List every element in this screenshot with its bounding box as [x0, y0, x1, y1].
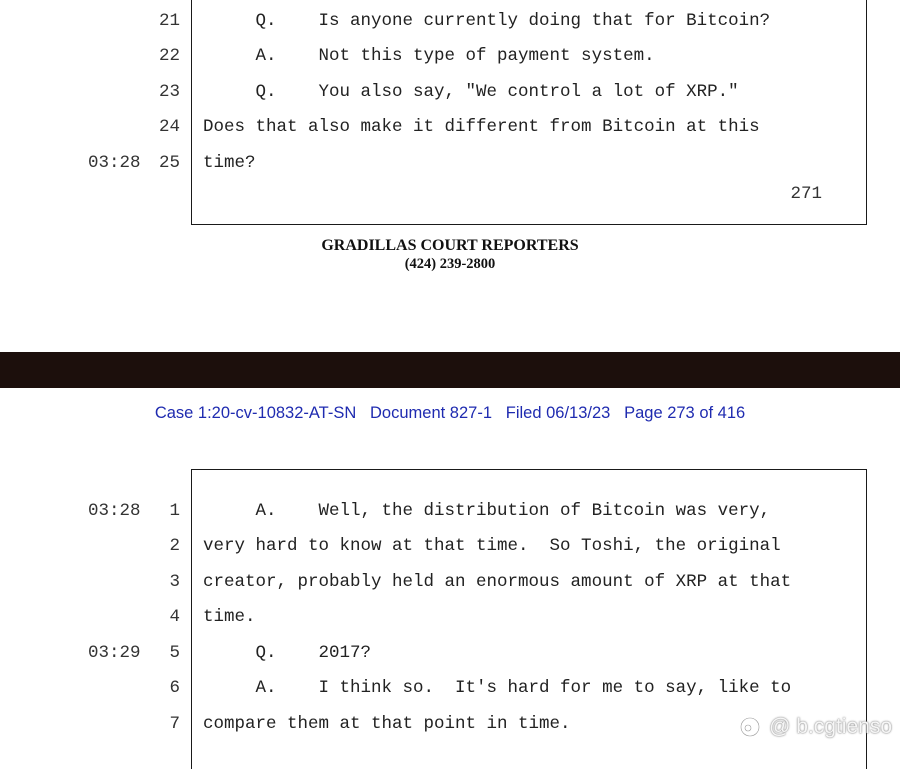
reporter-name: GRADILLAS COURT REPORTERS — [321, 237, 579, 254]
transcript-line — [0, 536, 900, 571]
line-number: 3 — [169, 572, 180, 592]
line-number: 6 — [169, 678, 180, 698]
reporter-phone: (424) 239-2800 — [404, 256, 496, 272]
line-text: time? — [203, 153, 256, 173]
line-number: 25 — [158, 153, 180, 173]
line-number: 5 — [169, 643, 180, 663]
line-number: 23 — [158, 82, 180, 102]
line-text: Does that also make it different from Bitcoin at this — [203, 117, 760, 137]
transcript-line — [0, 46, 900, 81]
line-text: Q. Is anyone currently doing that for Bitcoin? — [203, 11, 771, 31]
line-text: very hard to know at that time. So Toshi, the original — [203, 536, 781, 556]
transcript-line — [0, 572, 900, 607]
timestamp: 03:29 — [88, 643, 141, 663]
watermark-text: @ b.cgtienso — [769, 715, 892, 738]
transcript-line — [0, 153, 900, 188]
line-text: creator, probably held an enormous amount of XRP at that — [203, 572, 792, 592]
line-number: 1 — [169, 501, 180, 521]
watermark — [737, 714, 892, 740]
line-text: A. Well, the distribution of Bitcoin was very, — [203, 501, 771, 521]
transcript-line — [0, 117, 900, 152]
line-text: time. — [203, 607, 256, 627]
timestamp: 03:28 — [88, 501, 141, 521]
court-reporter-footer — [0, 236, 900, 273]
line-text: compare them at that point in time. — [203, 714, 571, 734]
transcript-line — [0, 501, 900, 536]
case-header: Case 1:20-cv-10832-AT-SN Document 827-1 Filed 06/13/23 Page 273 of 416 — [154, 404, 746, 422]
line-text: A. I think so. It's hard for me to say, like to — [203, 678, 792, 698]
weibo-logo-icon — [737, 714, 763, 740]
line-number: 4 — [169, 607, 180, 627]
line-number: 21 — [158, 11, 180, 31]
line-number: 7 — [169, 714, 180, 734]
line-number: 2 — [169, 536, 180, 556]
line-text: Q. You also say, "We control a lot of XRP." — [203, 82, 739, 102]
line-text: Q. 2017? — [203, 643, 372, 663]
page-number: 271 — [790, 184, 822, 204]
transcript-line — [0, 607, 900, 642]
transcript-line — [0, 678, 900, 713]
line-text: A. Not this type of payment system. — [203, 46, 655, 66]
page-separator — [0, 352, 900, 388]
timestamp: 03:28 — [88, 153, 141, 173]
line-number: 24 — [158, 117, 180, 137]
transcript-line — [0, 82, 900, 117]
transcript-line — [0, 643, 900, 678]
line-number: 22 — [158, 46, 180, 66]
transcript-line — [0, 11, 900, 46]
